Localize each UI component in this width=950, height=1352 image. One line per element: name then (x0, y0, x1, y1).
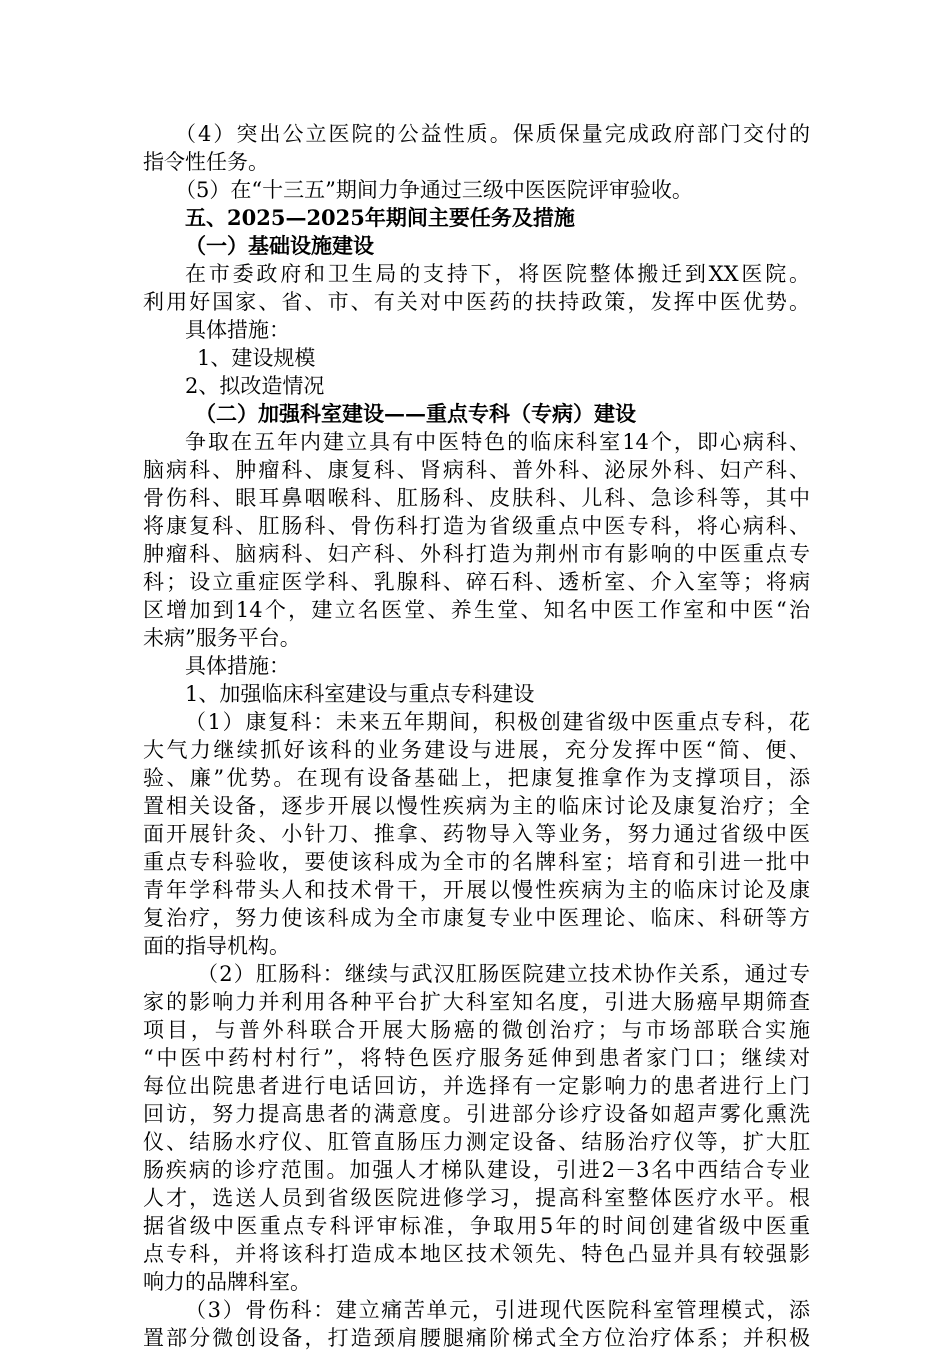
text-line: 点专科，并将该科打造成本地区技术领先、特色凸显并具有较强影 (143, 1242, 810, 1266)
text-line: 具体措施： (185, 654, 290, 678)
text-line: 每位出院患者进行电话回访，并选择有一定影响力的患者进行上门 (143, 1074, 810, 1098)
text-line: 项目，与普外科联合开展大肠癌的微创治疗；与市场部联合实施 (143, 1018, 810, 1042)
text-line: 具体措施： (185, 318, 290, 342)
text-line: 置相关设备，逐步开展以慢性疾病为主的临床讨论及康复治疗；全 (143, 794, 810, 818)
text-line: 大气力继续抓好该科的业务建设与进展，充分发挥中医“简、便、 (143, 738, 810, 762)
text-line: （5）在“十三五”期间力争通过三级中医医院评审验收。 (175, 178, 693, 202)
text-line: 1、加强临床科室建设与重点专科建设 (185, 682, 535, 706)
text-line: 在市委政府和卫生局的支持下，将医院整体搬迁到XX医院。 (185, 262, 810, 286)
text-line: （3）骨伤科：建立痛苦单元，引进现代医院科室管理模式，添 (185, 1298, 810, 1322)
text-line: 区增加到14个，建立名医堂、养生堂、知名中医工作室和中医“治 (143, 598, 810, 622)
text-line: 青年学科带头人和技术骨干，开展以慢性疾病为主的临床讨论及康 (143, 878, 810, 902)
text-line: 脑病科、肿瘤科、康复科、肾病科、普外科、泌尿外科、妇产科、 (143, 458, 810, 482)
text-line: 面的指导机构。 (143, 934, 290, 958)
text-line: （4）突出公立医院的公益性质。保质保量完成政府部门交付的 (175, 122, 810, 146)
text-line: 复治疗，努力使该科成为全市康复专业中医理论、临床、科研等方 (143, 906, 810, 930)
text-line: 验、廉”优势。在现有设备基础上，把康复推拿作为支撑项目，添 (143, 766, 810, 790)
text-line: 据省级中医重点专科评审标准，争取用5年的时间创建省级中医重 (143, 1214, 810, 1238)
text-line: 将康复科、肛肠科、骨伤科打造为省级重点中医专科，将心病科、 (143, 514, 810, 538)
text-line: 面开展针灸、小针刀、推拿、药物导入等业务，努力通过省级中医 (143, 822, 810, 846)
text-line: 指令性任务。 (143, 150, 269, 174)
text-line: 人才，选送人员到省级医院进修学习，提高科室整体医疗水平。根 (143, 1186, 810, 1210)
text-line: 2、拟改造情况 (185, 374, 325, 398)
text-line: （1）康复科：未来五年期间，积极创建省级中医重点专科，花 (185, 710, 810, 734)
text-line: 利用好国家、省、市、有关对中医药的扶持政策，发挥中医优势。 (143, 290, 810, 314)
text-line: 置部分微创设备，打造颈肩腰腿痛阶梯式全方位治疗体系；并积极 (143, 1326, 810, 1350)
section-heading: 五、2025—2025年期间主要任务及措施 (185, 205, 575, 230)
text-line: “中医中药村村行”，将特色医疗服务延伸到患者家门口；继续对 (143, 1046, 810, 1070)
text-line: 回访，努力提高患者的满意度。引进部分诊疗设备如超声雾化熏洗 (143, 1102, 810, 1126)
text-line: 科；设立重症医学科、乳腺科、碎石科、透析室、介入室等；将病 (143, 570, 810, 594)
text-line: 肠疾病的诊疗范围。加强人才梯队建设，引进2－3名中西结合专业 (143, 1158, 810, 1182)
subsection-heading: （一）基础设施建设 (185, 233, 374, 258)
text-line: （2）肛肠科：继续与武汉肛肠医院建立技术协作关系，通过专 (197, 962, 810, 986)
text-line: 肿瘤科、脑病科、妇产科、外科打造为荆州市有影响的中医重点专 (143, 542, 810, 566)
text-line: 骨伤科、眼耳鼻咽喉科、肛肠科、皮肤科、儿科、急诊科等，其中 (143, 486, 810, 510)
subsection-heading: （二）加强科室建设——重点专科（专病）建设 (195, 401, 636, 426)
text-line: 仪、结肠水疗仪、肛管直肠压力测定设备、结肠治疗仪等，扩大肛 (143, 1130, 810, 1154)
text-line: 1、建设规模 (197, 346, 316, 370)
text-line: 响力的品牌科室。 (143, 1270, 311, 1294)
text-line: 家的影响力并利用各种平台扩大科室知名度，引进大肠癌早期筛查 (143, 990, 810, 1014)
text-line: 争取在五年内建立具有中医特色的临床科室14个，即心病科、 (185, 430, 810, 454)
text-line: 重点专科验收，要使该科成为全市的名牌科室；培育和引进一批中 (143, 850, 810, 874)
text-line: 未病”服务平台。 (143, 626, 301, 650)
